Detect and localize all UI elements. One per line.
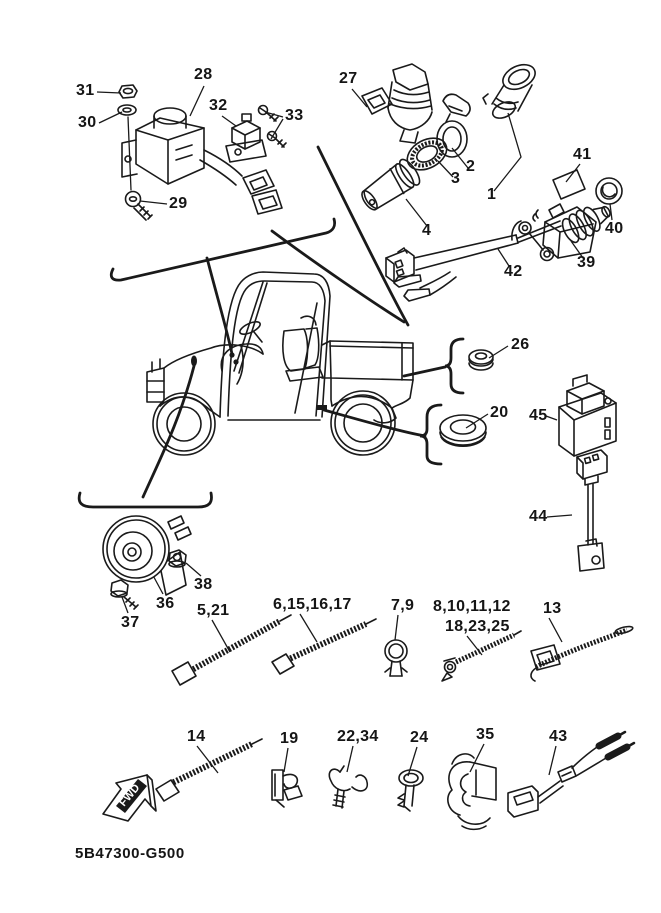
part-45-relay-drawing: [559, 375, 616, 456]
part-1-socket-drawing: [483, 60, 539, 122]
part-label-44: 44: [529, 508, 548, 525]
part-label-40: 40: [605, 220, 624, 237]
part-label-7-9: 7,9: [391, 597, 415, 614]
part-7-9-clamp-drawing: [385, 640, 407, 676]
part-label-38: 38: [194, 576, 213, 593]
part-24-clamp-drawing: [398, 770, 423, 811]
part-label-27: 27: [339, 70, 358, 87]
part-label-18-23-25: 18,23,25: [445, 618, 510, 635]
part-label-33: 33: [285, 107, 304, 124]
part-label-3: 3: [451, 170, 461, 187]
part-6-15-16-17-cable-tie-drawing: [272, 619, 376, 674]
part-label-39: 39: [577, 254, 596, 271]
part-label-19: 19: [280, 730, 299, 747]
part-22-34-clamp-drawing: [329, 766, 367, 808]
part-27-sensor-drawing: [362, 64, 432, 143]
part-28-coil-assembly-drawing: [122, 108, 282, 214]
part-label-5-21: 5,21: [197, 602, 230, 619]
part-13-tie-mount-drawing: [531, 625, 633, 681]
part-label-35: 35: [476, 726, 495, 743]
part-44-wire-lead-drawing: [577, 450, 607, 571]
part-43-sub-wire-drawing: [508, 732, 634, 817]
part-label-28: 28: [194, 66, 213, 83]
part-label-8-10-11-12: 8,10,11,12: [433, 598, 511, 615]
part-4-plug-drawing: [357, 157, 423, 216]
part-31-nut-drawing: [119, 85, 137, 98]
part-35-clamp-drawing: [448, 754, 496, 829]
part-label-37: 37: [121, 614, 140, 631]
part-19-holder-drawing: [272, 770, 302, 807]
part-8-10-11-12-band-drawing: [442, 631, 521, 681]
part-label-26: 26: [511, 336, 530, 353]
part-26-grommet-drawing: [469, 350, 493, 370]
vehicle-side-view: [147, 272, 413, 455]
part-42-wire-lead-drawing: [386, 221, 561, 301]
part-14-cable-tie-drawing: [156, 739, 262, 801]
part-label-4: 4: [422, 222, 432, 239]
part-41-tag-drawing: [553, 170, 585, 199]
part-label-14: 14: [187, 728, 206, 745]
part-label-22-34: 22,34: [337, 728, 379, 745]
part-label-24: 24: [410, 729, 429, 746]
part-label-29: 29: [169, 195, 188, 212]
part-label-36: 36: [156, 595, 175, 612]
part-label-32: 32: [209, 97, 228, 114]
part-label-42: 42: [504, 263, 523, 280]
part-30-washer-drawing: [118, 105, 136, 190]
part-label-13: 13: [543, 600, 562, 617]
part-29-bolt-drawing: [126, 192, 153, 221]
part-label-41: 41: [573, 146, 592, 163]
part-label-1: 1: [487, 186, 497, 203]
part-5-21-cable-tie-drawing: [172, 615, 291, 685]
part-32-bracket-drawing: [226, 114, 266, 162]
part-label-2: 2: [466, 158, 476, 175]
part-label-43: 43: [549, 728, 568, 745]
part-label-45: 45: [529, 407, 548, 424]
fwd-arrow: [103, 775, 156, 821]
fwd-arrow-label: FWD: [117, 782, 143, 809]
part-label-31: 31: [76, 82, 95, 99]
part-label-6-15-16-17: 6,15,16,17: [273, 596, 352, 613]
part-39-switch-drawing: [533, 198, 616, 258]
part-label-30: 30: [78, 114, 97, 131]
part-36-horn-drawing: [103, 516, 191, 595]
part-40-ring-drawing: [596, 178, 622, 204]
part-label-20: 20: [490, 404, 509, 421]
drawing-number: 5B47300-G500: [75, 845, 185, 862]
leader-lines: [79, 147, 463, 507]
